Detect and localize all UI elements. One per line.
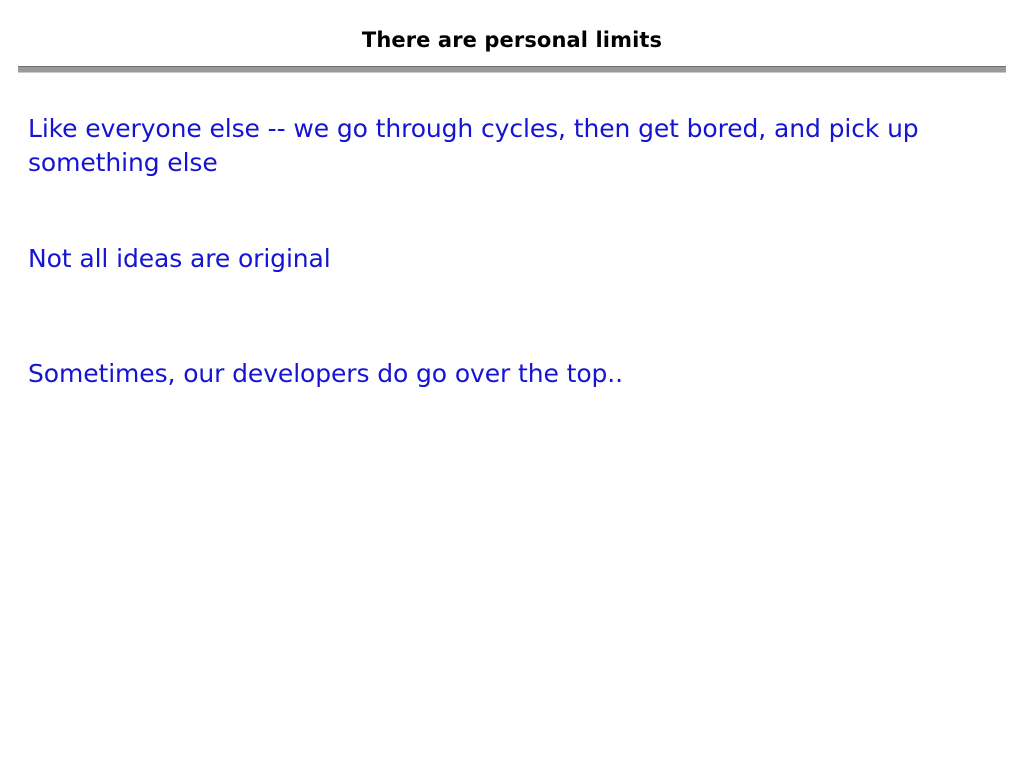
page-title: There are personal limits [361, 28, 663, 52]
bullet-item-2: Not all ideas are original [28, 243, 331, 273]
bullet-item-1: Like everyone else -- we go through cycles, then get bored, and pick up something else [28, 114, 919, 177]
slide-body [28, 112, 988, 391]
bullet-item-3: Sometimes, our developers do go over the top.. [28, 359, 623, 389]
title-divider [18, 66, 1006, 73]
